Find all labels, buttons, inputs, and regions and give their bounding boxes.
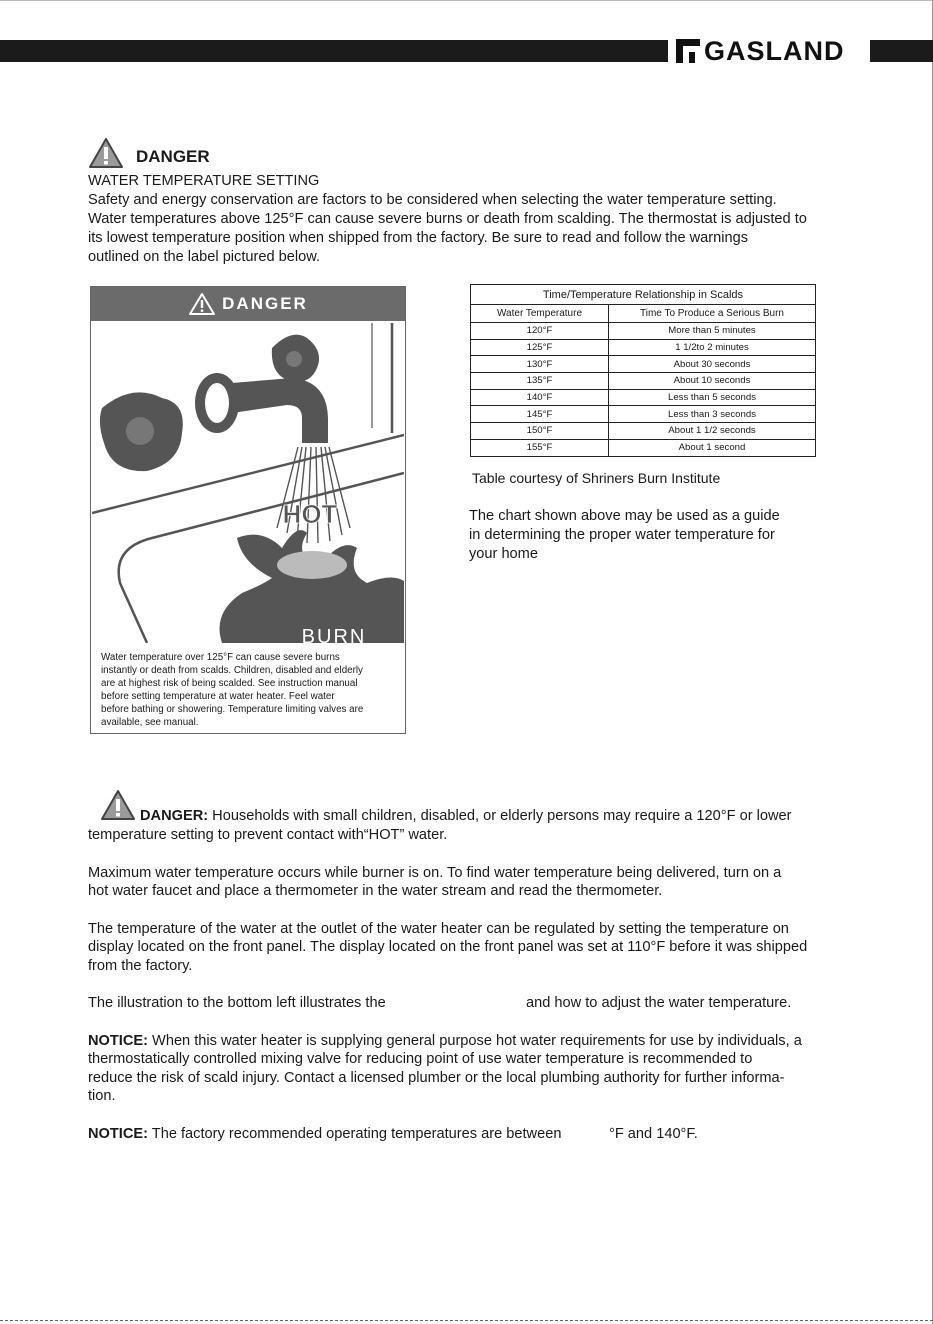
table-cell: 145°F — [471, 406, 609, 423]
label-line: instantly or death from scalds. Children, disabled and elderly — [101, 665, 363, 676]
column-header: Water Temperature — [471, 305, 609, 323]
faucet-spout-icon — [195, 373, 328, 443]
table-row — [471, 439, 816, 456]
intro-line-4: outlined on the label pictured below. — [88, 249, 321, 265]
table-row — [471, 356, 816, 373]
table-cell: 135°F — [471, 373, 609, 390]
regulate-line-2: display located on the front panel. The display located on the front panel was set at 110°F before it was shipped — [88, 939, 808, 955]
table-row — [471, 323, 816, 340]
warning-triangle-icon — [100, 789, 136, 821]
table-row — [471, 373, 816, 390]
table-cell: More than 5 minutes — [609, 323, 816, 340]
notice2-line-after: °F and 140°F. — [609, 1126, 698, 1142]
intro-line-2: Water temperatures above 125°F can cause severe burns or death from scalding. The thermostat is adjusted to — [88, 211, 807, 227]
guide-text — [469, 507, 819, 564]
table-caption: Time/Temperature Relationship in Scalds — [471, 285, 816, 305]
table-cell: 150°F — [471, 423, 609, 440]
table-cell: 120°F — [471, 323, 609, 340]
bottom-rule — [0, 1320, 933, 1321]
table-cell: 1 1/2to 2 minutes — [609, 339, 816, 356]
scald-illustration — [92, 323, 404, 643]
table-cell: Less than 3 seconds — [609, 406, 816, 423]
right-handle-icon — [272, 335, 319, 382]
warning-triangle-icon — [88, 137, 124, 169]
table-row — [471, 406, 816, 423]
notice1-line-1: NOTICE: When this water heater is supplying general purpose hot water requirements for use by individuals, a — [88, 1033, 802, 1049]
table-cell: 130°F — [471, 356, 609, 373]
guide-line: The chart shown above may be used as a guide — [469, 508, 780, 524]
label-header — [91, 287, 405, 321]
danger-heading — [88, 137, 210, 169]
header-bar — [0, 40, 668, 62]
brand-logo — [676, 37, 845, 65]
label-header-text: DANGER — [222, 294, 308, 313]
brand-name: GASLAND — [704, 36, 845, 66]
illustration-line-before: The illustration to the bottom left illustrates the — [88, 995, 386, 1011]
table-courtesy: Table courtesy of Shriners Burn Institute — [472, 470, 721, 486]
danger2-label: DANGER: — [140, 808, 209, 824]
section-title: WATER TEMPERATURE SETTING — [88, 173, 320, 189]
label-line: before setting temperature at water heater. Feel water — [101, 691, 335, 702]
brand-mark-icon — [676, 39, 700, 63]
intro-line-1: Safety and energy conservation are factors to be considered when selecting the water temperature setting. — [88, 192, 777, 208]
regulate-line-3: from the factory. — [88, 958, 193, 974]
table-row — [471, 423, 816, 440]
guide-line: your home — [469, 546, 538, 562]
table-cell: About 1 1/2 seconds — [609, 423, 816, 440]
notice1-line-4: tion. — [88, 1088, 116, 1104]
intro-line-3: its lowest temperature position when shipped from the factory. Be sure to read and follow the warnings — [88, 230, 749, 246]
label-line: available, see manual. — [101, 717, 199, 728]
danger-heading-text: DANGER — [136, 147, 210, 166]
notice1-line-2: thermostatically controlled mixing valve for reducing point of use water temperature is recommended to — [88, 1051, 753, 1067]
guide-line: in determining the proper water temperature for — [469, 527, 775, 543]
table-row — [471, 339, 816, 356]
warning-triangle-icon — [188, 292, 216, 316]
table-cell: About 30 seconds — [609, 356, 816, 373]
max-temp-line-2: hot water faucet and place a thermometer in the water stream and read the thermometer. — [88, 883, 663, 899]
burn-text: BURN — [301, 626, 367, 643]
table-cell: 125°F — [471, 339, 609, 356]
regulate-line-1: The temperature of the water at the outlet of the water heater can be regulated by setting the temperature on — [88, 921, 789, 937]
table-cell: About 1 second — [609, 439, 816, 456]
left-handle-icon — [100, 392, 183, 471]
danger2-line-1: DANGER: Households with small children, disabled, or elderly persons may require a 120°F or lower — [140, 808, 792, 824]
notice1-line-3: reduce the risk of scald injury. Contact a licensed plumber or the local plumbing authority for further informa- — [88, 1070, 785, 1086]
danger-label — [90, 286, 406, 734]
label-line: are at highest risk of being scalded. See instruction manual — [101, 678, 358, 689]
table-cell: 155°F — [471, 439, 609, 456]
label-line: before bathing or showering. Temperature limiting valves are — [101, 704, 364, 715]
table-row — [471, 389, 816, 406]
column-header: Time To Produce a Serious Burn — [609, 305, 816, 323]
label-line: Water temperature over 125°F can cause severe burns — [101, 652, 340, 663]
table-cell: Less than 5 seconds — [609, 389, 816, 406]
top-rule — [0, 0, 933, 1]
illustration-line-after: and how to adjust the water temperature. — [526, 995, 792, 1011]
notice1-label: NOTICE: — [88, 1033, 148, 1049]
table-cell: About 10 seconds — [609, 373, 816, 390]
header-bar-right — [870, 40, 933, 62]
table-cell: 140°F — [471, 389, 609, 406]
hot-text: HOT — [282, 499, 338, 529]
label-warning-text — [101, 651, 397, 729]
max-temp-line-1: Maximum water temperature occurs while burner is on. To find water temperature being delivered, turn on a — [88, 865, 782, 881]
danger2-line-2: temperature setting to prevent contact with“HOT” water. — [88, 827, 448, 843]
notice2-label: NOTICE: — [88, 1126, 148, 1142]
scald-table — [470, 284, 816, 457]
notice2-line: NOTICE: The factory recommended operating temperatures are between — [88, 1126, 562, 1142]
